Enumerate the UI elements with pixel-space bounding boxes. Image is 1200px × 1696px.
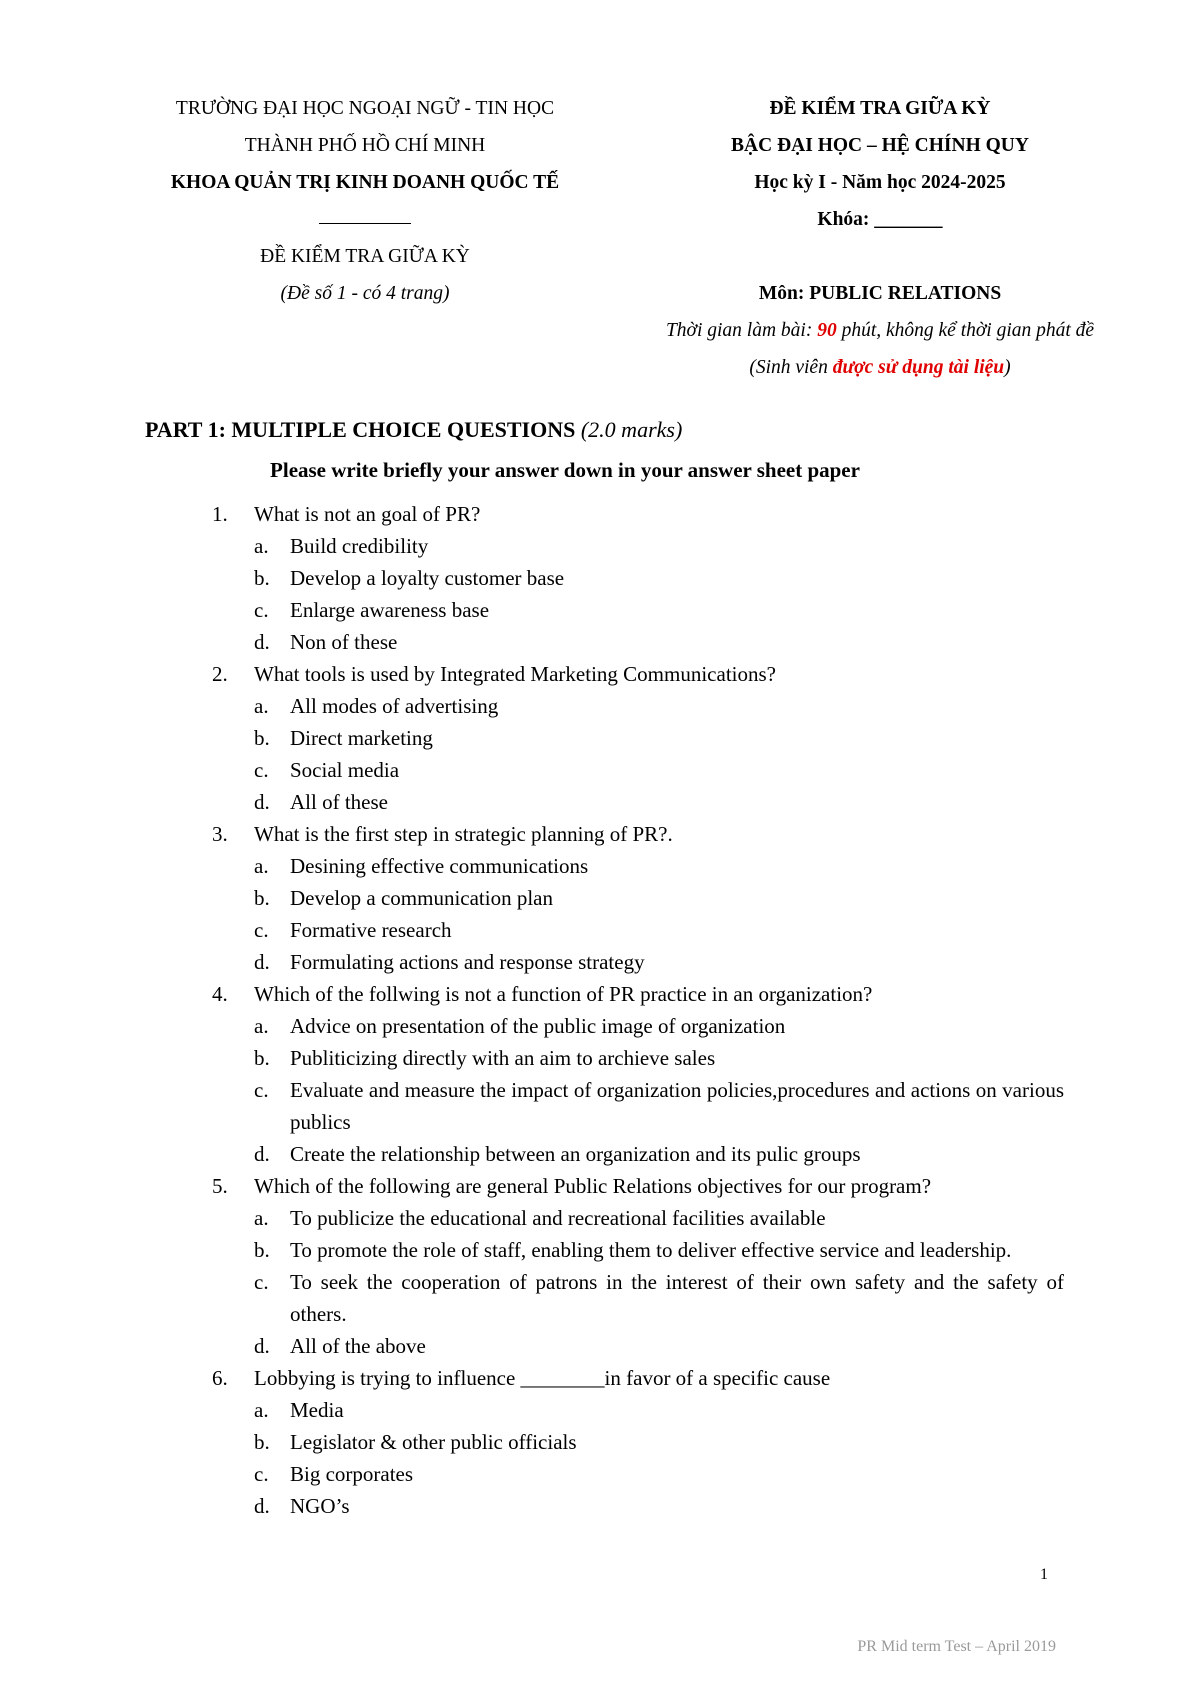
option-text: Social media xyxy=(290,758,400,782)
option-text: Enlarge awareness base xyxy=(290,598,490,622)
question-2 xyxy=(212,658,1064,690)
answer-option xyxy=(212,1426,1064,1458)
option-letter: d. xyxy=(254,790,270,814)
option-text: Evaluate and measure the impact of organization policies,procedures and actions on various publics xyxy=(290,1078,1064,1134)
option-letter: b. xyxy=(254,1430,270,1454)
university-header xyxy=(120,90,610,312)
option-text: To seek the cooperation of patrons in the interest of their own safety and the safety of others. xyxy=(290,1270,1064,1326)
option-letter: b. xyxy=(254,726,270,750)
option-text: To promote the role of staff, enabling them to deliver effective service and leadership. xyxy=(290,1238,1012,1262)
part1-marks: (2.0 marks) xyxy=(580,417,683,442)
option-letter: a. xyxy=(254,1014,269,1038)
question-1 xyxy=(212,498,1064,530)
option-letter: b. xyxy=(254,886,270,910)
question-4 xyxy=(212,978,1064,1010)
option-text: Advice on presentation of the public image of organization xyxy=(290,1014,786,1038)
exam-info-header xyxy=(620,90,1140,386)
answer-option xyxy=(212,1330,1064,1362)
question-number: 5. xyxy=(212,1174,228,1198)
option-letter: d. xyxy=(254,950,270,974)
exam-variant-note: (Đề số 1 - có 4 trang) xyxy=(280,283,450,304)
answer-option xyxy=(212,722,1064,754)
option-text: Develop a loyalty customer base xyxy=(290,566,565,590)
question-3 xyxy=(212,818,1064,850)
option-text: Media xyxy=(290,1398,344,1422)
answer-option xyxy=(212,946,1064,978)
faculty-name: KHOA QUẢN TRỊ KINH DOANH QUỐC TẾ xyxy=(170,172,560,193)
question-number: 4. xyxy=(212,982,228,1006)
materials-prefix: (Sinh viên xyxy=(749,357,833,378)
answer-option xyxy=(212,850,1064,882)
option-letter: a. xyxy=(254,854,269,878)
option-text: Desining effective communications xyxy=(290,854,589,878)
answer-option xyxy=(212,1234,1064,1266)
option-letter: a. xyxy=(254,1398,269,1422)
option-text: Formulating actions and response strategy xyxy=(290,950,645,974)
option-letter: d. xyxy=(254,630,270,654)
part1-heading: PART 1: MULTIPLE CHOICE QUESTIONS xyxy=(145,417,581,442)
option-text: Legislator & other public officials xyxy=(290,1430,577,1454)
option-letter: c. xyxy=(254,598,269,622)
answer-option xyxy=(212,562,1064,594)
option-text: Create the relationship between an organization and its pulic groups xyxy=(290,1142,861,1166)
option-letter: c. xyxy=(254,758,269,782)
option-text: Publiticizing directly with an aim to archieve sales xyxy=(290,1046,716,1070)
part1-title xyxy=(145,417,682,443)
option-text: NGO’s xyxy=(290,1494,350,1518)
answer-option xyxy=(212,690,1064,722)
exam-duration xyxy=(620,312,1140,349)
answer-option xyxy=(212,1458,1064,1490)
answer-option xyxy=(212,1138,1064,1170)
answer-option xyxy=(212,1394,1064,1426)
answer-option xyxy=(212,1266,1064,1330)
option-text: Big corporates xyxy=(290,1462,414,1486)
option-text: All modes of advertising xyxy=(290,694,499,718)
option-letter: d. xyxy=(254,1142,270,1166)
answer-option xyxy=(212,1490,1064,1522)
subject-name: Môn: PUBLIC RELATIONS xyxy=(758,283,1002,304)
duration-value: 90 xyxy=(817,320,837,341)
answer-option xyxy=(212,1074,1064,1138)
option-text: Formative research xyxy=(290,918,452,942)
option-letter: b. xyxy=(254,1238,270,1262)
exam-title-right: ĐỀ KIỂM TRA GIỮA KỲ xyxy=(769,98,991,119)
answer-option xyxy=(212,754,1064,786)
question-number: 2. xyxy=(212,662,228,686)
exam-title-left: ĐỀ KIỂM TRA GIỮA KỲ xyxy=(260,246,470,267)
option-letter: a. xyxy=(254,534,269,558)
option-letter: a. xyxy=(254,694,269,718)
header-divider xyxy=(120,201,610,238)
question-text: What is not an goal of PR? xyxy=(254,502,481,526)
option-letter: d. xyxy=(254,1494,270,1518)
footer-text: PR Mid term Test – April 2019 xyxy=(857,1638,1056,1655)
program-level: BẬC ĐẠI HỌC – HỆ CHÍNH QUY xyxy=(731,135,1029,156)
option-text: Non of these xyxy=(290,630,398,654)
question-5 xyxy=(212,1170,1064,1202)
answer-option xyxy=(212,1202,1064,1234)
option-text: Direct marketing xyxy=(290,726,433,750)
answer-option xyxy=(212,914,1064,946)
option-letter: d. xyxy=(254,1334,270,1358)
option-letter: a. xyxy=(254,1206,269,1230)
materials-note xyxy=(620,349,1140,386)
answer-option xyxy=(212,530,1064,562)
answer-option xyxy=(212,1042,1064,1074)
answer-option xyxy=(212,882,1064,914)
question-text: Which of the follwing is not a function of PR practice in an organization? xyxy=(254,982,873,1006)
duration-suffix: phút, không kể thời gian phát đề xyxy=(836,320,1095,341)
semester-year: Học kỳ I - Năm học 2024-2025 xyxy=(754,172,1006,193)
option-letter: c. xyxy=(254,1078,269,1102)
question-number: 1. xyxy=(212,502,228,526)
materials-suffix: ) xyxy=(1004,357,1011,378)
question-text: What is the first step in strategic planning of PR?. xyxy=(254,822,673,846)
page-number: 1 xyxy=(1040,1566,1048,1583)
option-letter: c. xyxy=(254,1462,269,1486)
answer-option xyxy=(212,594,1064,626)
question-number: 3. xyxy=(212,822,228,846)
option-letter: b. xyxy=(254,1046,270,1070)
university-city: THÀNH PHỐ HỒ CHÍ MINH xyxy=(244,135,486,156)
answer-option xyxy=(212,1010,1064,1042)
question-list xyxy=(212,498,1064,1522)
question-text: Lobbying is trying to influence ________in favor of a specific cause xyxy=(254,1366,831,1390)
option-text: To publicize the educational and recreational facilities available xyxy=(290,1206,826,1230)
option-letter: c. xyxy=(254,918,269,942)
course-field: Khóa: _______ xyxy=(817,209,943,230)
question-text: What tools is used by Integrated Marketing Communications? xyxy=(254,662,776,686)
question-text: Which of the following are general Public Relations objectives for our program? xyxy=(254,1174,932,1198)
option-text: All of the above xyxy=(290,1334,426,1358)
question-number: 6. xyxy=(212,1366,228,1390)
university-name: TRƯỜNG ĐẠI HỌC NGOẠI NGỮ - TIN HỌC xyxy=(175,98,555,119)
answer-option xyxy=(212,626,1064,658)
option-text: All of these xyxy=(290,790,388,814)
option-text: Develop a communication plan xyxy=(290,886,554,910)
answer-option xyxy=(212,786,1064,818)
header-spacer xyxy=(620,238,1140,275)
option-text: Build credibility xyxy=(290,534,429,558)
option-letter: c. xyxy=(254,1270,269,1294)
duration-label: Thời gian làm bài: xyxy=(665,320,818,341)
question-6 xyxy=(212,1362,1064,1394)
option-letter: b. xyxy=(254,566,270,590)
part1-instruction: Please write briefly your answer down in your answer sheet paper xyxy=(270,458,860,482)
materials-allowed: được sử dụng tài liệu xyxy=(832,357,1005,378)
